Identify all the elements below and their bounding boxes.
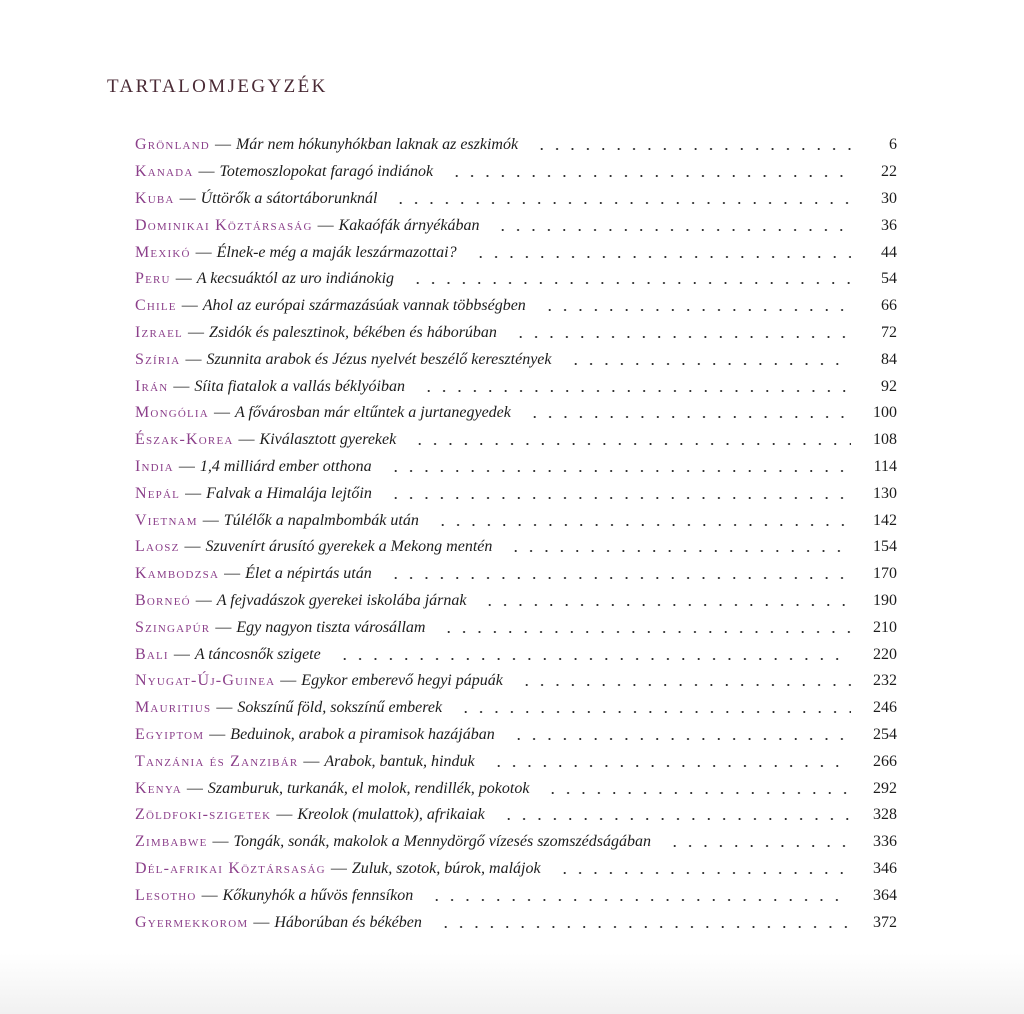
toc-page-number: 36 [881,216,897,234]
toc-dash: — [214,136,231,154]
toc-row [135,614,897,641]
toc-subtitle: Egykor emberevő hegyi pápuák [301,672,503,690]
toc-leader-dots [482,604,851,606]
toc-row [135,829,897,856]
toc-list [135,132,897,936]
toc-country: Egyiptom [135,725,205,743]
toc-row [135,132,897,159]
toc-entry [135,431,402,449]
toc-row [135,186,897,213]
toc-entry [135,887,419,905]
toc-entry [135,753,481,771]
toc-subtitle: A fejvadászok gyerekei iskolába járnak [216,591,467,609]
toc-leader-dots [519,684,851,686]
toc-country: Irán [135,377,169,395]
toc-subtitle: Tongák, sonák, makolok a Mennydörgő vízesés szomszédságában [233,833,651,851]
toc-subtitle: Szamburuk, turkanák, el molok, rendillék, pokotok [207,779,530,797]
toc-leader-dots [508,550,851,552]
toc-page-number: 170 [873,565,897,583]
toc-row [135,346,897,373]
toc-dash: — [330,859,347,877]
page-title: TARTALOMJEGYZÉK [107,76,328,97]
toc-entry [135,324,503,342]
toc-dash: — [179,189,196,207]
toc-row [135,668,897,695]
toc-page-number: 130 [873,484,897,502]
toc-subtitle: Szuvenírt árusító gyerekek a Mekong mentén [205,538,493,556]
toc-dash: — [195,243,212,261]
toc-page-number: 30 [881,189,897,207]
toc-leader-dots [438,926,851,928]
toc-dash: — [212,833,229,851]
toc-country: Nepál [135,484,181,502]
toc-entry [135,860,547,878]
toc-dash: — [224,565,241,583]
toc-page-number: 372 [873,913,897,931]
toc-entry [135,699,448,717]
toc-country: Chile [135,297,177,315]
toc-dash: — [216,699,233,717]
toc-subtitle: 1,4 milliárd ember otthona [199,457,372,475]
toc-leader-dots [473,256,851,258]
toc-dash: — [209,725,226,743]
toc-leader-dots [410,282,851,284]
toc-row [135,856,897,883]
toc-dash: — [303,752,320,770]
toc-page-number: 66 [881,297,897,315]
toc-entry [135,244,463,262]
toc-subtitle: A fővárosban már eltűntek a jurtanegyedek [234,404,511,422]
toc-subtitle: Zsidók és palesztinok, békében és háborúban [208,323,497,341]
toc-row [135,748,897,775]
toc-subtitle: Falvak a Himalája lejtőin [206,484,372,502]
toc-row [135,534,897,561]
toc-dash: — [198,163,215,181]
toc-row [135,400,897,427]
toc-subtitle: Síita fiatalok a vallás béklyóiban [194,377,405,395]
toc-leader-dots [388,470,851,472]
toc-row [135,775,897,802]
toc-page-number: 100 [873,404,897,422]
toc-leader-dots [513,336,851,338]
toc-page-number: 72 [881,323,897,341]
toc-subtitle: Kakaófák árnyékában [338,216,480,234]
toc-leader-dots [458,711,851,713]
toc-country: Kanada [135,163,194,181]
toc-dash: — [202,511,219,529]
toc-row [135,802,897,829]
toc-page-number: 210 [873,618,897,636]
toc-subtitle: Totemoszlopokat faragó indiánok [219,163,434,181]
toc-entry [135,485,378,503]
toc-entry [135,565,378,583]
toc-leader-dots [337,658,851,660]
toc-dash: — [215,618,232,636]
toc-subtitle: A kecsuáktól az uro indiánokig [196,270,395,288]
toc-dash: — [181,297,198,315]
toc-subtitle: Kiválasztott gyerekek [259,431,397,449]
toc-dash: — [253,913,270,931]
toc-dash: — [184,538,201,556]
toc-entry [135,404,517,422]
toc-subtitle: A táncosnők szigete [194,645,321,663]
toc-entry [135,190,383,208]
toc-entry [135,619,431,637]
toc-page-number: 220 [873,645,897,663]
toc-row [135,373,897,400]
toc-row [135,695,897,722]
toc-entry [135,163,439,181]
toc-entry [135,833,657,851]
toc-dash: — [195,591,212,609]
toc-entry [135,672,509,690]
toc-page-number: 108 [873,431,897,449]
toc-country: Mauritius [135,699,212,717]
toc-leader-dots [557,872,851,874]
toc-page-number: 232 [873,672,897,690]
toc-dash: — [213,404,230,422]
toc-row [135,454,897,481]
toc-leader-dots [511,738,851,740]
toc-page-number: 6 [889,136,897,154]
toc-entry [135,270,400,288]
toc-leader-dots [393,202,851,204]
toc-leader-dots [441,631,851,633]
toc-country: Kambodzsa [135,565,220,583]
toc-entry [135,136,524,154]
toc-row [135,320,897,347]
toc-dash: — [238,431,255,449]
toc-dash: — [175,270,192,288]
toc-row [135,293,897,320]
toc-leader-dots [429,899,851,901]
toc-entry [135,351,558,369]
toc-subtitle: Élnek-e még a maják leszármazottai? [216,243,457,261]
toc-leader-dots [501,818,851,820]
toc-country: Szíria [135,350,181,368]
toc-page-number: 328 [873,806,897,824]
toc-country: Nyugat-Új-Guinea [135,672,276,690]
toc-entry [135,378,411,396]
toc-country: Grönland [135,136,210,154]
toc-page-number: 154 [873,538,897,556]
toc-country: Zöldfoki-szigetek [135,806,272,824]
toc-page-number: 246 [873,699,897,717]
toc-country: Vietnam [135,511,198,529]
toc-country: Tanzánia és Zanzibár [135,752,299,770]
toc-entry [135,646,327,664]
toc-dash: — [186,779,203,797]
toc-entry [135,914,428,932]
toc-leader-dots [435,524,851,526]
toc-country: Laosz [135,538,180,556]
toc-leader-dots [495,229,851,231]
toc-page-number: 346 [873,859,897,877]
toc-dash: — [276,806,293,824]
toc-leader-dots [542,309,851,311]
toc-page-number: 266 [873,752,897,770]
toc-entry [135,538,498,556]
toc-subtitle: Háborúban és békében [274,913,422,931]
toc-row [135,507,897,534]
toc-leader-dots [412,443,851,445]
toc-page-number: 336 [873,833,897,851]
toc-row [135,588,897,615]
toc-leader-dots [388,577,851,579]
toc-country: Észak-Korea [135,431,234,449]
toc-subtitle: Beduinok, arabok a piramisok hazájában [230,725,495,743]
toc-entry [135,297,532,315]
toc-leader-dots [388,497,851,499]
toc-row [135,239,897,266]
toc-subtitle: Kreolok (mulattok), afrikaiak [297,806,485,824]
toc-dash: — [187,323,204,341]
toc-row [135,561,897,588]
toc-page-number: 54 [881,270,897,288]
toc-page-number: 364 [873,886,897,904]
toc-row [135,427,897,454]
toc-page-number: 142 [873,511,897,529]
toc-dash: — [317,216,334,234]
toc-entry [135,512,425,530]
toc-dash: — [201,886,218,904]
toc-country: Lesotho [135,886,197,904]
toc-leader-dots [527,416,851,418]
toc-leader-dots [667,845,851,847]
toc-country: Mexikó [135,243,191,261]
toc-country: Szingapúr [135,618,211,636]
toc-page-number: 254 [873,725,897,743]
toc-row [135,909,897,936]
toc-dash: — [185,484,202,502]
toc-leader-dots [545,792,851,794]
toc-page-number: 92 [881,377,897,395]
toc-dash: — [280,672,297,690]
toc-subtitle: Ahol az európai származásúak vannak többségben [202,297,526,315]
toc-country: Kuba [135,189,175,207]
toc-dash: — [173,377,190,395]
toc-dash: — [173,645,190,663]
toc-entry [135,806,491,824]
toc-dash: — [178,457,195,475]
toc-page-number: 190 [873,591,897,609]
toc-row [135,722,897,749]
toc-row [135,266,897,293]
toc-country: Izrael [135,323,183,341]
toc-page-number: 44 [881,243,897,261]
toc-page-number: 22 [881,163,897,181]
toc-page-number: 292 [873,779,897,797]
toc-leader-dots [421,390,851,392]
toc-row [135,480,897,507]
toc-subtitle: Zuluk, szotok, búrok, malájok [351,859,541,877]
toc-country: Borneó [135,591,191,609]
toc-country: Peru [135,270,171,288]
toc-subtitle: Élet a népirtás után [245,565,372,583]
toc-subtitle: Arabok, bantuk, hinduk [324,752,475,770]
toc-dash: — [185,350,202,368]
toc-page-number: 84 [881,350,897,368]
toc-subtitle: Kőkunyhók a hűvös fennsíkon [222,886,414,904]
toc-leader-dots [568,363,851,365]
toc-subtitle: Sokszínű föld, sokszínű emberek [237,699,443,717]
toc-country: Kenya [135,779,182,797]
toc-row [135,882,897,909]
toc-subtitle: Szunnita arabok és Jézus nyelvét beszélő keresztények [206,350,552,368]
toc-subtitle: Túlélők a napalmbombák után [223,511,419,529]
toc-row [135,641,897,668]
toc-page-number: 114 [873,457,897,475]
toc-country: India [135,457,174,475]
toc-leader-dots [449,175,851,177]
toc-country: Dominikai Köztársaság [135,216,313,234]
toc-entry [135,726,501,744]
toc-subtitle: Már nem hókunyhókban laknak az eszkimók [235,136,519,154]
toc-entry [135,217,485,235]
toc-country: Mongólia [135,404,209,422]
toc-entry [135,458,378,476]
toc-subtitle: Egy nagyon tiszta városállam [236,618,426,636]
toc-row [135,159,897,186]
toc-leader-dots [491,765,851,767]
toc-entry [135,780,535,798]
toc-country: Dél-afrikai Köztársaság [135,859,326,877]
toc-row [135,212,897,239]
toc-country: Zimbabwe [135,833,208,851]
toc-country: Gyermekkorom [135,913,249,931]
toc-leader-dots [534,148,851,150]
toc-country: Bali [135,645,169,663]
toc-subtitle: Úttörők a sátortáborunknál [200,189,378,207]
toc-entry [135,592,472,610]
